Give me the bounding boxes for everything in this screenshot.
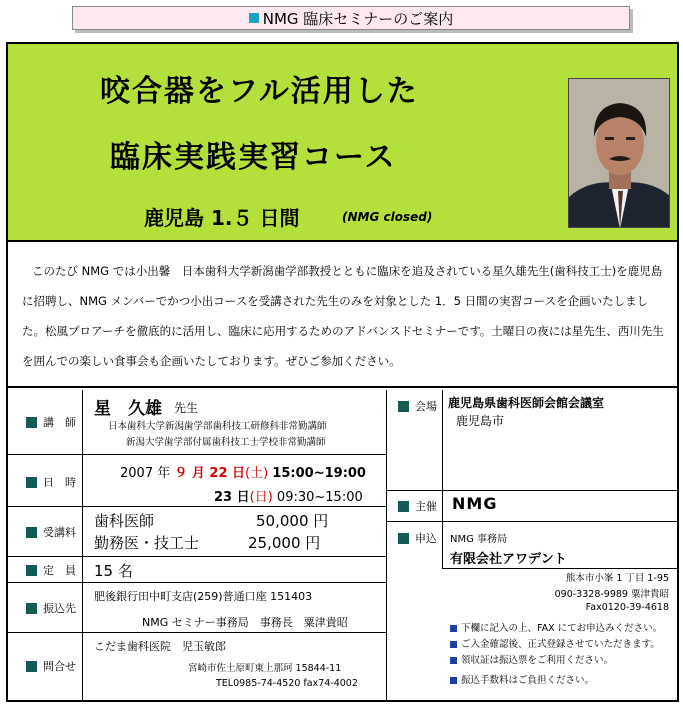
square-bullet-icon [398, 533, 409, 544]
apply-office: NMG 事務局 [450, 534, 508, 545]
apply-label: 申込 [398, 530, 437, 546]
square-bullet-icon [450, 677, 457, 684]
date-line-2: 23 日(日) 09:30~15:00 [214, 490, 363, 505]
fee-staff-amount: 25,000 円 [248, 534, 321, 552]
lecturer-title: 先生 [174, 401, 199, 415]
capacity-label: 定 員 [26, 562, 76, 578]
lecturer-photo [568, 78, 670, 228]
square-bullet-icon [26, 603, 37, 614]
square-bullet-icon [26, 417, 37, 428]
note-item: 下欄に記入の上、FAX にてお申込みください。 [450, 620, 662, 634]
note-item: ご入金確認後、正式登録させていただきます。 [450, 636, 660, 650]
fee-staff-name: 勤務医・技工士 [94, 534, 200, 552]
hero-section [8, 44, 677, 242]
apply-company: 有限会社アワデント [450, 552, 567, 567]
lecturer-label: 講 師 [26, 414, 76, 430]
venue-city: 鹿児島市 [456, 414, 505, 428]
square-bullet-icon [26, 565, 37, 576]
square-bullet-icon [450, 625, 457, 632]
square-bullet-icon [398, 401, 409, 412]
closed-note: (NMG closed) [342, 210, 433, 224]
square-bullet-icon [398, 501, 409, 512]
contact-tel: TEL0985-74-4520 fax74-4002 [216, 678, 358, 689]
contact-address: 宮崎市佐土原町東上那珂 15844-11 [188, 663, 342, 674]
transfer-name: NMG セミナー事務局 事務長 粟津貴昭 [142, 616, 348, 629]
square-bullet-icon [249, 13, 259, 23]
contact-name: こだま歯科医院 児玉敏郎 [94, 640, 226, 653]
intro-paragraph: このたび NMG では小出馨 日本歯科大学新潟歯学部教授とともに臨床を追及されている星久雄先生(歯科技工士)を鹿児島に招聘し、NMG メンバーでかつ小出コースを受講された先生のみを対象とした 1．5 日間の実習コースを企画いたしました。松風プロアーチを徹底的に活用し、臨床に応用するためのアドバンスドセミナーです。土曜日の夜には星先生、西川先生を囲んでの楽しい食事会も企画いたしております。ぜひご参加ください。 [22, 264, 664, 368]
date-line-1: 2007 年 ９ 月 22 日(土) 15:00~19:00 [120, 466, 366, 481]
details-table [8, 390, 677, 702]
hero-title-line2: 臨床実践実習コース [110, 140, 397, 175]
apply-address: 熊本市小峯 1 丁目 1-95 [565, 573, 669, 584]
transfer-bank: 肥後銀行田中町支店(259)普通口座 151403 [94, 590, 313, 603]
fee-dentist-amount: 50,000 円 [256, 512, 329, 530]
square-bullet-icon [450, 657, 457, 664]
host-name: NMG [452, 494, 498, 513]
square-bullet-icon [26, 661, 37, 672]
hero-subtitle: 鹿児島 1.５ 日間 [144, 206, 300, 230]
square-bullet-icon [26, 477, 37, 488]
apply-fax: Fax0120-39-4618 [585, 602, 669, 613]
lecturer-affiliation-1: 日本歯科大学新潟歯学部歯科技工研修科非常勤講師 [108, 421, 327, 432]
flyer [6, 42, 679, 702]
transfer-label: 振込先 [26, 600, 76, 616]
capacity-value: 15 名 [94, 562, 133, 580]
square-bullet-icon [26, 527, 37, 538]
venue-label: 会場 [398, 398, 437, 414]
date-label: 日 時 [26, 474, 76, 490]
venue-name: 鹿児島県歯科医師会館会議室 [448, 396, 605, 410]
fee-dentist-name: 歯科医師 [94, 512, 155, 530]
intro-text [8, 242, 677, 388]
note-item: 振込手数料はご負担ください。 [450, 672, 594, 686]
square-bullet-icon [450, 641, 457, 648]
apply-tel: 090-3328-9989 粟津貴昭 [554, 589, 669, 600]
lecturer-name: 星 久雄 [94, 399, 162, 419]
lecturer-affiliation-2: 新潟大学歯学部付属歯科技工士学校非常勤講師 [126, 437, 326, 448]
fee-label: 受講料 [26, 524, 76, 540]
host-label: 主催 [398, 498, 437, 514]
contact-label: 問合せ [26, 658, 76, 674]
hero-title-line1: 咬合器をフル活用した [100, 74, 419, 109]
banner-title: NMG 臨床セミナーのご案内 [262, 9, 454, 28]
seminar-banner [72, 6, 630, 30]
note-item: 領収証は振込票をご利用ください。 [450, 652, 613, 666]
